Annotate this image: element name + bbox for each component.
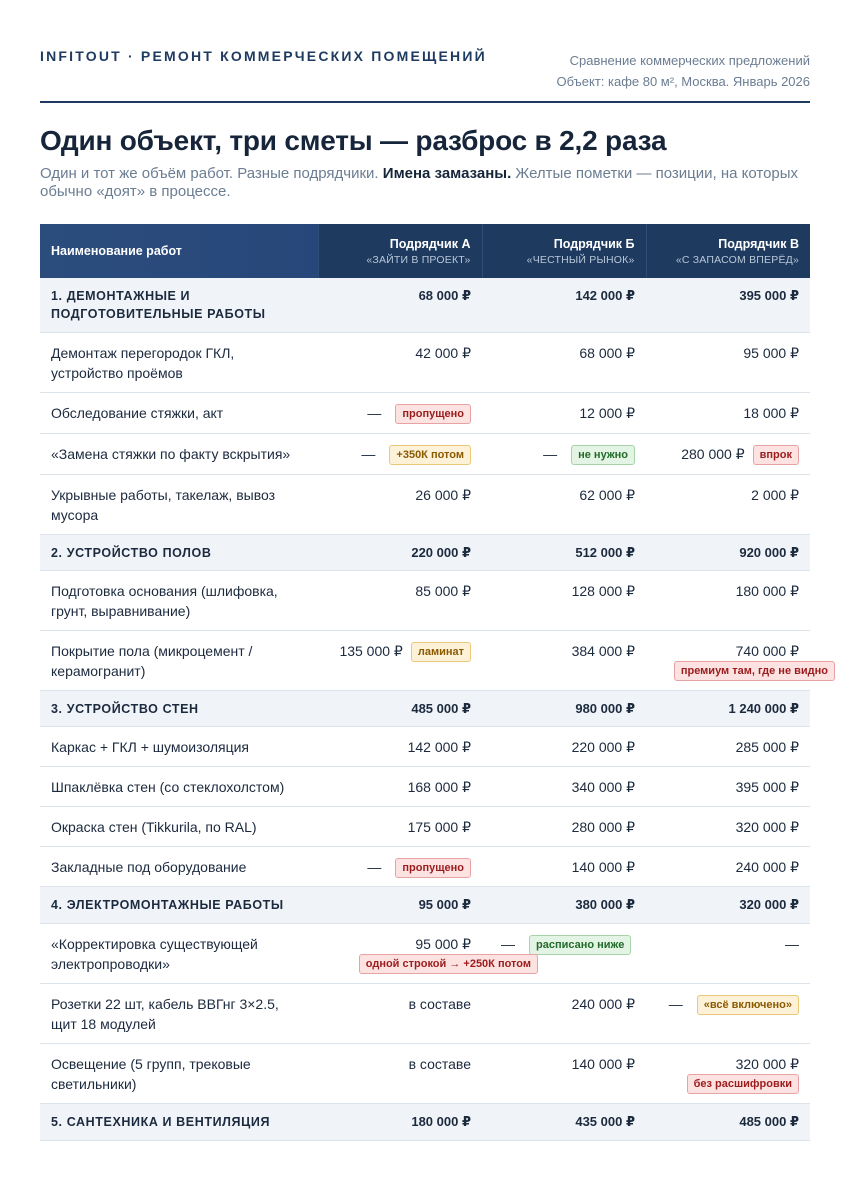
price-a-value: 135 000 ₽	[339, 642, 403, 659]
table-row	[40, 392, 810, 433]
table-row	[40, 726, 810, 766]
price-a-value: 95 000 ₽	[415, 935, 471, 952]
price-c-value: 280 000 ₽	[681, 445, 745, 462]
section-total-c: 1 240 000 ₽	[646, 690, 810, 726]
price-b: 240 000 ₽	[482, 983, 646, 1043]
section-total-a: 180 000 ₽	[318, 1103, 482, 1140]
price-b-dash: —	[543, 445, 558, 462]
price-b: 220 000 ₽	[482, 726, 646, 766]
brand-name: INFITOUT · РЕМОНТ КОММЕРЧЕСКИХ ПОМЕЩЕНИЙ	[40, 48, 487, 64]
contractor-c-tagline: «С ЗАПАСОМ ВПЕРЁД»	[675, 253, 799, 266]
price-a: 26 000 ₽	[318, 474, 482, 534]
missing-badge: пропущено	[395, 858, 471, 878]
section-total-a: 95 000 ₽	[318, 886, 482, 923]
price-c	[646, 630, 828, 690]
section-title: 3. УСТРОЙСТВО СТЕН	[40, 690, 318, 726]
price-b: 128 000 ₽	[482, 570, 646, 630]
work-name: Закладные под оборудование	[40, 846, 318, 886]
contractor-c-name: Подрядчик В	[718, 236, 799, 251]
section-row	[40, 886, 810, 923]
price-c	[646, 1043, 810, 1103]
price-c-value: 740 000 ₽	[735, 642, 799, 659]
price-a	[318, 630, 482, 690]
work-name: Освещение (5 групп, трековые светильники)	[40, 1043, 318, 1103]
price-c-value: 320 000 ₽	[735, 1055, 799, 1072]
page-title: Один объект, три сметы — разброс в 2,2 раза	[40, 125, 667, 156]
section-total-b: 980 000 ₽	[482, 690, 646, 726]
table-row	[40, 846, 810, 886]
page-header	[40, 0, 810, 103]
section-total-c: 320 000 ₽	[646, 886, 810, 923]
price-b: 62 000 ₽	[482, 474, 646, 534]
comparison-table	[40, 224, 828, 1141]
price-b: 140 000 ₽	[482, 1043, 646, 1103]
price-c: 320 000 ₽	[646, 806, 810, 846]
price-b: 340 000 ₽	[482, 766, 646, 806]
contractor-b-name: Подрядчик Б	[553, 236, 635, 251]
price-a	[318, 433, 482, 474]
ok-badge: не нужно	[571, 445, 635, 465]
price-b: 68 000 ₽	[482, 332, 646, 392]
section-title: 1. ДЕМОНТАЖНЫЕ И ПОДГОТОВИТЕЛЬНЫЕ РАБОТЫ	[40, 278, 318, 332]
price-a-dash: —	[367, 858, 382, 875]
price-a	[318, 846, 482, 886]
table-row	[40, 1043, 810, 1103]
price-b: 280 000 ₽	[482, 806, 646, 846]
section-total-a: 68 000 ₽	[318, 278, 482, 332]
table-row	[40, 983, 810, 1043]
section-total-c: 920 000 ₽	[646, 534, 810, 570]
price-a: 42 000 ₽	[318, 332, 482, 392]
table-row	[40, 923, 810, 983]
meta-object: Объект: кафе 80 м², Москва. Январь 2026	[556, 74, 810, 89]
table-row	[40, 570, 810, 630]
work-name: «Замена стяжки по факту вскрытия»	[40, 433, 318, 474]
price-b-dash: —	[501, 935, 515, 952]
section-total-b: 142 000 ₽	[482, 278, 646, 332]
price-b: 384 000 ₽	[482, 630, 646, 690]
section-row	[40, 690, 810, 726]
section-row	[40, 278, 810, 332]
intro-text	[40, 165, 810, 201]
contractor-a-tagline: «ЗАЙТИ В ПРОЕКТ»	[366, 253, 471, 266]
warning-badge: «всё включено»	[697, 995, 799, 1015]
price-a: 168 000 ₽	[318, 766, 482, 806]
price-c: 395 000 ₽	[646, 766, 810, 806]
price-c	[646, 433, 810, 474]
document-meta	[557, 50, 811, 92]
price-c: 240 000 ₽	[646, 846, 810, 886]
price-b: 12 000 ₽	[482, 392, 646, 433]
price-c: 180 000 ₽	[646, 570, 810, 630]
work-name: Окраска стен (Tikkurila, по RAL)	[40, 806, 318, 846]
table-header-row	[40, 224, 810, 278]
price-a-dash: —	[367, 404, 382, 421]
price-c	[646, 983, 810, 1043]
price-c: 2 000 ₽	[646, 474, 810, 534]
warning-badge: одной строкой → +250К потом	[359, 954, 538, 974]
column-header-contractor-c	[646, 224, 810, 278]
warning-badge: +350К потом	[389, 445, 471, 465]
document-page	[40, 0, 828, 1129]
table-row	[40, 474, 810, 534]
section-title: 2. УСТРОЙСТВО ПОЛОВ	[40, 534, 318, 570]
section-total-c: 485 000 ₽	[646, 1103, 810, 1140]
table-row	[40, 806, 810, 846]
column-header-contractor-a	[318, 224, 482, 278]
section-total-b: 435 000 ₽	[482, 1103, 646, 1140]
price-b: 140 000 ₽	[482, 846, 646, 886]
section-title: 5. САНТЕХНИКА И ВЕНТИЛЯЦИЯ	[40, 1103, 318, 1140]
section-total-b: 380 000 ₽	[482, 886, 646, 923]
price-a: в составе	[318, 983, 482, 1043]
price-a: в составе	[318, 1043, 482, 1103]
price-c: 95 000 ₽	[646, 332, 810, 392]
price-b	[482, 433, 646, 474]
price-a: 142 000 ₽	[318, 726, 482, 766]
column-header-contractor-b	[482, 224, 646, 278]
meta-subject: Сравнение коммерческих предложений	[569, 53, 810, 68]
work-name: Демонтаж перегородок ГКЛ, устройство проёмов	[40, 332, 318, 392]
overpay-badge: впрок	[753, 445, 799, 465]
price-c: —	[646, 923, 810, 983]
work-name: Каркас + ГКЛ + шумоизоляция	[40, 726, 318, 766]
column-header-name: Наименование работ	[40, 224, 318, 278]
price-a-dash: —	[361, 445, 376, 462]
table-row	[40, 433, 810, 474]
price-c: 18 000 ₽	[646, 392, 810, 433]
intro-part-1: Один и тот же объём работ. Разные подрядчики.	[40, 165, 383, 182]
intro-part-2: Желтые пометки — позиции, на которых обычно «доят» в процессе.	[40, 165, 799, 200]
work-name: Розетки 22 шт, кабель ВВГнг 3×2.5, щит 18 модулей	[40, 983, 318, 1043]
missing-badge: пропущено	[395, 404, 471, 424]
price-a	[318, 392, 482, 433]
work-name: Обследование стяжки, акт	[40, 392, 318, 433]
table-row	[40, 630, 810, 690]
overpay-badge: без расшифровки	[687, 1074, 799, 1094]
price-a: 175 000 ₽	[318, 806, 482, 846]
work-name: Укрывные работы, такелаж, вывоз мусора	[40, 474, 318, 534]
price-a: 85 000 ₽	[318, 570, 482, 630]
price-a	[318, 923, 531, 983]
table-row	[40, 332, 810, 392]
section-total-b: 512 000 ₽	[482, 534, 646, 570]
contractor-a-name: Подрядчик А	[389, 236, 471, 251]
work-name: Подготовка основания (шлифовка, грунт, выравнивание)	[40, 570, 318, 630]
section-total-a: 485 000 ₽	[318, 690, 482, 726]
section-row	[40, 534, 810, 570]
price-c-dash: —	[668, 995, 683, 1012]
work-name: «Корректировка существующей электропроводки»	[40, 923, 318, 983]
section-total-a: 220 000 ₽	[318, 534, 482, 570]
section-row	[40, 1103, 810, 1140]
work-name: Покрытие пола (микроцемент / керамогранит)	[40, 630, 318, 690]
ok-badge: расписано ниже	[529, 935, 631, 955]
warning-badge: ламинат	[411, 642, 471, 662]
section-title: 4. ЭЛЕКТРОМОНТАЖНЫЕ РАБОТЫ	[40, 886, 318, 923]
section-total-c: 395 000 ₽	[646, 278, 810, 332]
contractor-b-tagline: «ЧЕСТНЫЙ РЫНОК»	[526, 253, 635, 266]
price-c: 285 000 ₽	[646, 726, 810, 766]
work-name: Шпаклёвка стен (со стеклохолстом)	[40, 766, 318, 806]
intro-bold: Имена замазаны.	[382, 165, 512, 182]
table-row	[40, 766, 810, 806]
overpay-badge: премиум там, где не видно	[674, 661, 835, 681]
